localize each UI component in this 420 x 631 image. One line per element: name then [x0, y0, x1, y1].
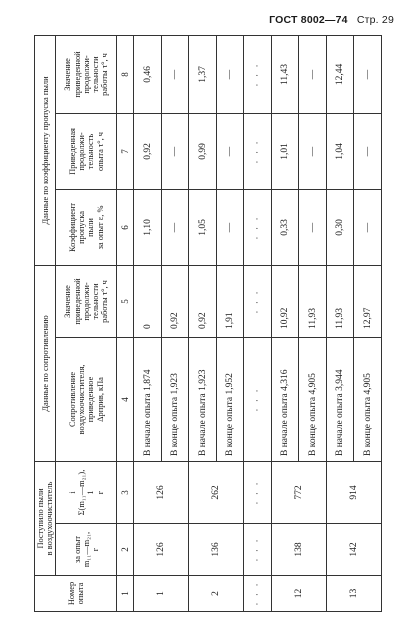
- cell-duration: 12,97: [354, 265, 382, 337]
- header-coefficient-group: Данные по коэффициенту пропуска пыли: [35, 35, 56, 265]
- col-index: 6: [117, 189, 134, 265]
- cell-test-number: 1: [134, 576, 189, 612]
- col-index: 5: [117, 265, 134, 337]
- table-row: [189, 35, 217, 611]
- page-header: [269, 14, 394, 26]
- cell-test-duration: —: [216, 113, 244, 189]
- standard-number: ГОСТ 8002—74: [269, 14, 348, 26]
- col-index: 4: [117, 337, 134, 461]
- cell-resistance: В начале опыта 1,874: [134, 337, 162, 461]
- ellipsis-cell: · · ·: [244, 189, 272, 265]
- ellipsis-cell: · · ·: [244, 461, 272, 523]
- cell-test-duration: —: [354, 113, 382, 189]
- header-duration-coefficient: Значение приведенной продолжи- тельности работы τ°, ч: [56, 35, 117, 113]
- cell-dust-per-test: 126: [134, 524, 189, 576]
- ellipsis-row: [244, 35, 272, 611]
- ellipsis-cell: · · ·: [244, 265, 272, 337]
- cell-test-duration: 0,99: [189, 113, 217, 189]
- col-index: 2: [117, 524, 134, 576]
- header-test-number: Номер опыта: [35, 576, 117, 612]
- page-number: Стр. 29: [356, 14, 394, 26]
- col-index: 8: [117, 35, 134, 113]
- cell-duration-value: 11,43: [271, 35, 299, 113]
- cell-dust-per-test: 136: [189, 524, 244, 576]
- cell-test-duration: 1,01: [271, 113, 299, 189]
- cell-coefficient: —: [354, 189, 382, 265]
- cell-test-number: 12: [271, 576, 326, 612]
- cell-resistance: В конце опыта 4,905: [354, 337, 382, 461]
- cell-resistance: В конце опыта 4,905: [299, 337, 327, 461]
- header-per-test: за опыт m₁₁—m₂₁, г: [56, 524, 117, 576]
- cell-duration: 0: [134, 265, 162, 337]
- cell-resistance: В начале опыта 3,944: [326, 337, 354, 461]
- cell-dust-sum: 126: [134, 461, 189, 523]
- col-index: 3: [117, 461, 134, 523]
- table-row: [326, 35, 354, 611]
- header-resistance-group: Данные по сопротивлению: [35, 265, 56, 461]
- ellipsis-cell: · · ·: [244, 337, 272, 461]
- ellipsis-cell: · · ·: [244, 524, 272, 576]
- ellipsis-cell: · · ·: [244, 113, 272, 189]
- cell-duration: 0,92: [189, 265, 217, 337]
- cell-coefficient: —: [161, 189, 189, 265]
- cell-coefficient: 1,10: [134, 189, 162, 265]
- cell-test-number: 13: [326, 576, 381, 612]
- cell-duration: 11,93: [326, 265, 354, 337]
- cell-coefficient: —: [299, 189, 327, 265]
- cell-dust-per-test: 138: [271, 524, 326, 576]
- rotated-table-container: [34, 36, 382, 612]
- cell-coefficient: 1,05: [189, 189, 217, 265]
- ellipsis-cell: · · ·: [244, 35, 272, 113]
- cell-test-duration: 1,04: [326, 113, 354, 189]
- cell-resistance: В начале опыта 1,923: [189, 337, 217, 461]
- cell-duration: 0,92: [161, 265, 189, 337]
- cell-test-duration: —: [299, 113, 327, 189]
- cell-test-duration: 0,92: [134, 113, 162, 189]
- ellipsis-cell: · · ·: [244, 576, 272, 612]
- cell-test-duration: —: [161, 113, 189, 189]
- header-coefficient: Коэффициент пропуска пыли за опыт ε, %: [56, 189, 117, 265]
- cell-duration-value: 0,46: [134, 35, 162, 113]
- cell-coefficient: 0,33: [271, 189, 299, 265]
- table-row: [271, 35, 299, 611]
- cell-duration-value: —: [161, 35, 189, 113]
- col-index: 1: [117, 576, 134, 612]
- header-duration-resistance: Значение приведенной продолжи- тельности работы τ°, ч: [56, 265, 117, 337]
- header-sum: i Σ(m₁₁—m₂₁), 1 г: [56, 461, 117, 523]
- cell-coefficient: 0,30: [326, 189, 354, 265]
- col-index: 7: [117, 113, 134, 189]
- cell-duration: 1,91: [216, 265, 244, 337]
- cell-dust-per-test: 142: [326, 524, 381, 576]
- header-duration-test: Приведенная продолжи- тельность опыта τ°, ч: [56, 113, 117, 189]
- cell-dust-sum: 772: [271, 461, 326, 523]
- cell-test-number: 2: [189, 576, 244, 612]
- cell-duration-value: 12,44: [326, 35, 354, 113]
- cell-resistance: В конце опыта 1,952: [216, 337, 244, 461]
- cell-duration-value: 1,37: [189, 35, 217, 113]
- test-data-table: [34, 35, 382, 612]
- cell-duration-value: —: [299, 35, 327, 113]
- cell-resistance: В начале опыта 4,316: [271, 337, 299, 461]
- cell-duration-value: —: [216, 35, 244, 113]
- header-resistance: Сопротивление воздухоочистителя, приведенное Δpприв, кПа: [56, 337, 117, 461]
- cell-dust-sum: 914: [326, 461, 381, 523]
- cell-dust-sum: 262: [189, 461, 244, 523]
- cell-resistance: В конце опыта 1,923: [161, 337, 189, 461]
- header-dust-supplied: Поступило пыли в воздухоочиститель: [35, 461, 56, 575]
- cell-duration-value: —: [354, 35, 382, 113]
- table-row: [134, 35, 162, 611]
- cell-duration: 11,93: [299, 265, 327, 337]
- cell-coefficient: —: [216, 189, 244, 265]
- cell-duration: 10,92: [271, 265, 299, 337]
